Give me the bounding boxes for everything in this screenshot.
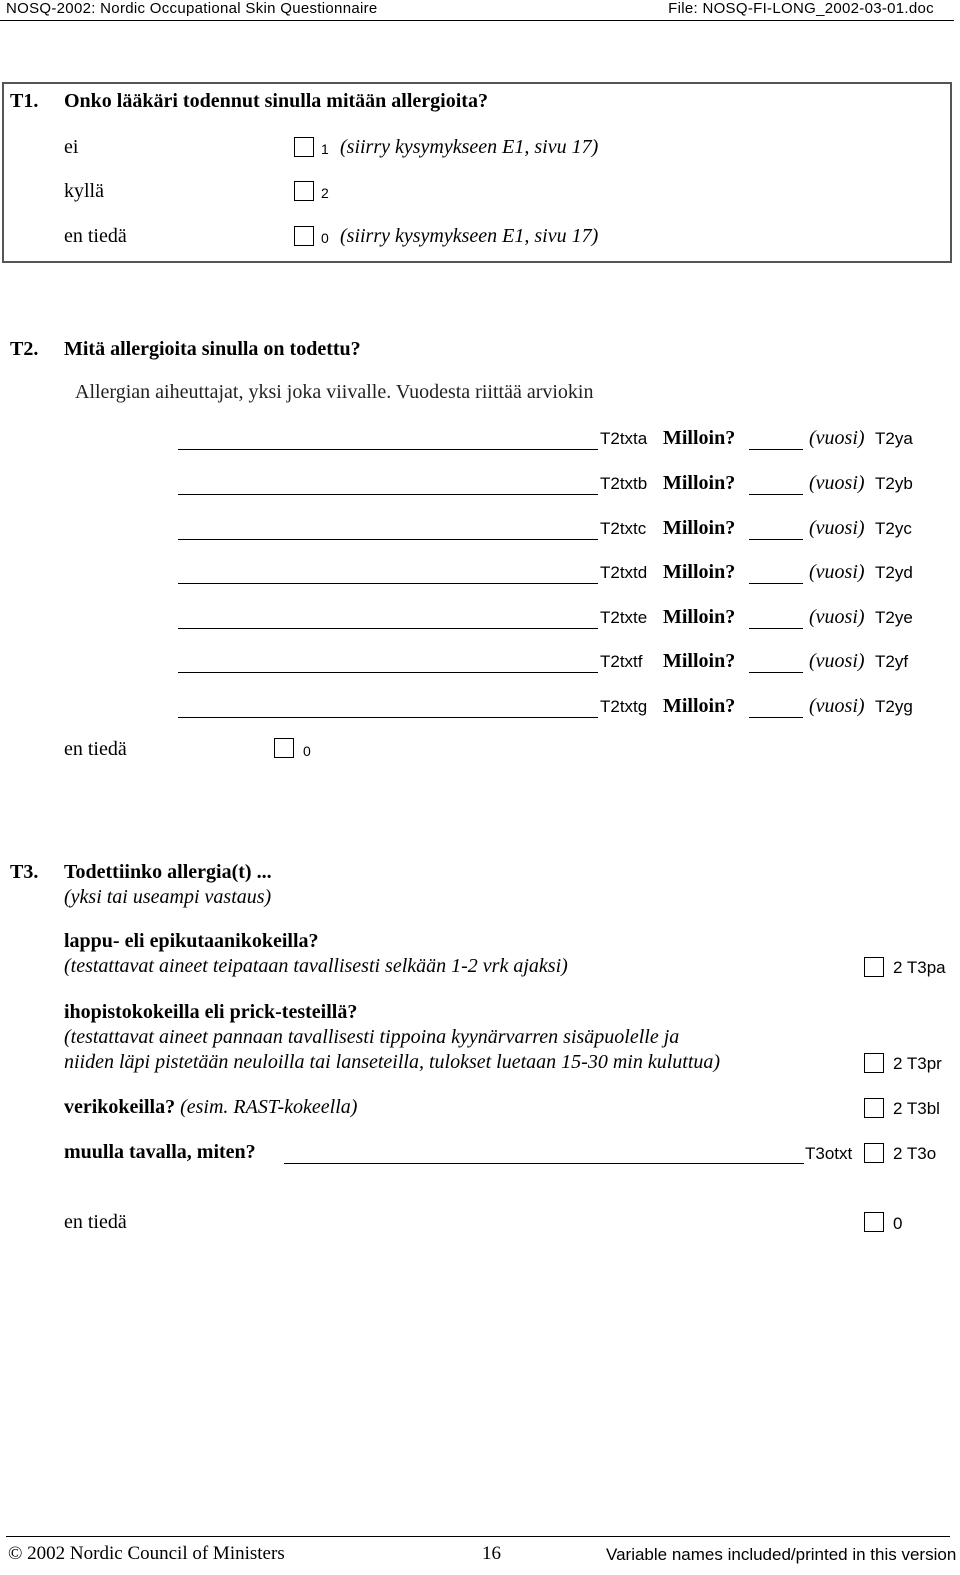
allergen-line[interactable] xyxy=(178,628,598,629)
vuosi-label: (vuosi) xyxy=(809,472,865,494)
allergen-var: T2txtg xyxy=(600,697,648,716)
year-line[interactable] xyxy=(749,672,803,673)
t1-option-code: 1 xyxy=(321,141,329,157)
t2-instruction: Allergian aiheuttajat, yksi joka viivalle. Vuodesta riittää arviokin xyxy=(75,381,594,403)
t3-other-var: T3otxt xyxy=(805,1144,853,1163)
t3-prick-note-1: (testattavat aineet pannaan tavallisesti tippoina kyynärvarren sisäpuolelle ja xyxy=(64,1026,680,1048)
milloin-label: Milloin? xyxy=(663,695,736,717)
t2-dontknow-code: 0 xyxy=(303,743,311,759)
t1-option-note: (siirry kysymykseen E1, sivu 17) xyxy=(340,225,599,247)
t2-dontknow-label: en tiedä xyxy=(64,738,127,760)
year-line[interactable] xyxy=(749,449,803,450)
t1-option-code: 2 xyxy=(321,185,329,201)
t1-ei-checkbox[interactable] xyxy=(294,137,314,157)
t3-prick-note-2: niiden läpi pistetään neuloilla tai lanseteilla, tulokset luetaan 15-30 min kuluttua) xyxy=(64,1051,721,1073)
t3-blood-label: verikokeilla? xyxy=(64,1096,176,1118)
year-var: T2ya xyxy=(875,429,913,448)
year-var: T2yd xyxy=(875,563,913,582)
allergen-var: T2txtf xyxy=(600,652,643,671)
t1-number: T1. xyxy=(10,90,39,112)
vuosi-label: (vuosi) xyxy=(809,561,865,583)
year-line[interactable] xyxy=(749,628,803,629)
milloin-label: Milloin? xyxy=(663,427,736,449)
t2-number: T2. xyxy=(10,338,39,360)
footer-page-number: 16 xyxy=(482,1543,501,1564)
t3-patch-code: 2 T3pa xyxy=(893,958,946,977)
milloin-label: Milloin? xyxy=(663,606,736,628)
footer-copyright: © 2002 Nordic Council of Ministers xyxy=(8,1543,285,1564)
t3-number: T3. xyxy=(10,861,39,883)
t1-option-label: en tiedä xyxy=(64,225,127,247)
vuosi-label: (vuosi) xyxy=(809,606,865,628)
header-filename: File: NOSQ-FI-LONG_2002-03-01.doc xyxy=(668,0,934,17)
allergen-var: T2txtc xyxy=(600,519,647,538)
footer-rule xyxy=(6,1536,950,1537)
t2-dontknow-checkbox[interactable] xyxy=(274,738,294,758)
year-var: T2yg xyxy=(875,697,913,716)
t3-hint: (yksi tai useampi vastaus) xyxy=(64,886,272,908)
year-var: T2ye xyxy=(875,608,913,627)
t3-dontknow-checkbox[interactable] xyxy=(864,1212,884,1232)
milloin-label: Milloin? xyxy=(663,561,736,583)
milloin-label: Milloin? xyxy=(663,472,736,494)
t3-prick-label: ihopistokokeilla eli prick-testeillä? xyxy=(64,1001,358,1023)
header-title: NOSQ-2002: Nordic Occupational Skin Questionnaire xyxy=(6,0,378,17)
t3-question: Todettiinko allergia(t) ... xyxy=(64,861,272,883)
t1-kylla-checkbox[interactable] xyxy=(294,181,314,201)
allergen-line[interactable] xyxy=(178,672,598,673)
year-line[interactable] xyxy=(749,494,803,495)
t3-prick-checkbox[interactable] xyxy=(864,1053,884,1073)
t3-patch-note: (testattavat aineet teipataan tavallisesti selkään 1-2 vrk ajaksi) xyxy=(64,955,568,977)
allergen-line[interactable] xyxy=(178,717,598,718)
vuosi-label: (vuosi) xyxy=(809,695,865,717)
t3-other-code: 2 T3o xyxy=(893,1144,937,1163)
allergen-line[interactable] xyxy=(178,583,598,584)
t3-dontknow-label: en tiedä xyxy=(64,1211,127,1233)
allergen-var: T2txte xyxy=(600,608,648,627)
year-var: T2yf xyxy=(875,652,909,671)
t3-blood-row xyxy=(64,1096,357,1119)
allergen-line[interactable] xyxy=(178,539,598,540)
t3-blood-note: (esim. RAST-kokeella) xyxy=(180,1096,358,1118)
allergen-var: T2txta xyxy=(600,429,648,448)
t1-question: Onko lääkäri todennut sinulla mitään allergioita? xyxy=(64,90,488,112)
t3-patch-label: lappu- eli epikutaanikokeilla? xyxy=(64,930,319,952)
year-line[interactable] xyxy=(749,583,803,584)
year-line[interactable] xyxy=(749,539,803,540)
vuosi-label: (vuosi) xyxy=(809,427,865,449)
t3-prick-code: 2 T3pr xyxy=(893,1054,942,1073)
allergen-var: T2txtd xyxy=(600,563,648,582)
t3-other-checkbox[interactable] xyxy=(864,1143,884,1163)
t3-dontknow-code: 0 xyxy=(893,1214,903,1233)
t3-other-line[interactable] xyxy=(284,1163,804,1164)
header-rule xyxy=(0,20,954,21)
year-var: T2yc xyxy=(875,519,912,538)
t3-blood-checkbox[interactable] xyxy=(864,1098,884,1118)
footer-note: Variable names included/printed in this version xyxy=(606,1545,957,1564)
milloin-label: Milloin? xyxy=(663,517,736,539)
t3-other-label: muulla tavalla, miten? xyxy=(64,1141,256,1163)
allergen-line[interactable] xyxy=(178,494,598,495)
allergen-var: T2txtb xyxy=(600,474,648,493)
allergen-line[interactable] xyxy=(178,449,598,450)
year-var: T2yb xyxy=(875,474,913,493)
year-line[interactable] xyxy=(749,717,803,718)
t3-patch-checkbox[interactable] xyxy=(864,957,884,977)
t2-question: Mitä allergioita sinulla on todettu? xyxy=(64,338,361,360)
t3-blood-code: 2 T3bl xyxy=(893,1099,940,1118)
milloin-label: Milloin? xyxy=(663,650,736,672)
vuosi-label: (vuosi) xyxy=(809,650,865,672)
t1-option-note: (siirry kysymykseen E1, sivu 17) xyxy=(340,136,599,158)
t1-option-code: 0 xyxy=(321,230,329,246)
t1-option-label: ei xyxy=(64,136,79,158)
t1-option-label: kyllä xyxy=(64,180,104,202)
vuosi-label: (vuosi) xyxy=(809,517,865,539)
t1-en-tieda-checkbox[interactable] xyxy=(294,226,314,246)
